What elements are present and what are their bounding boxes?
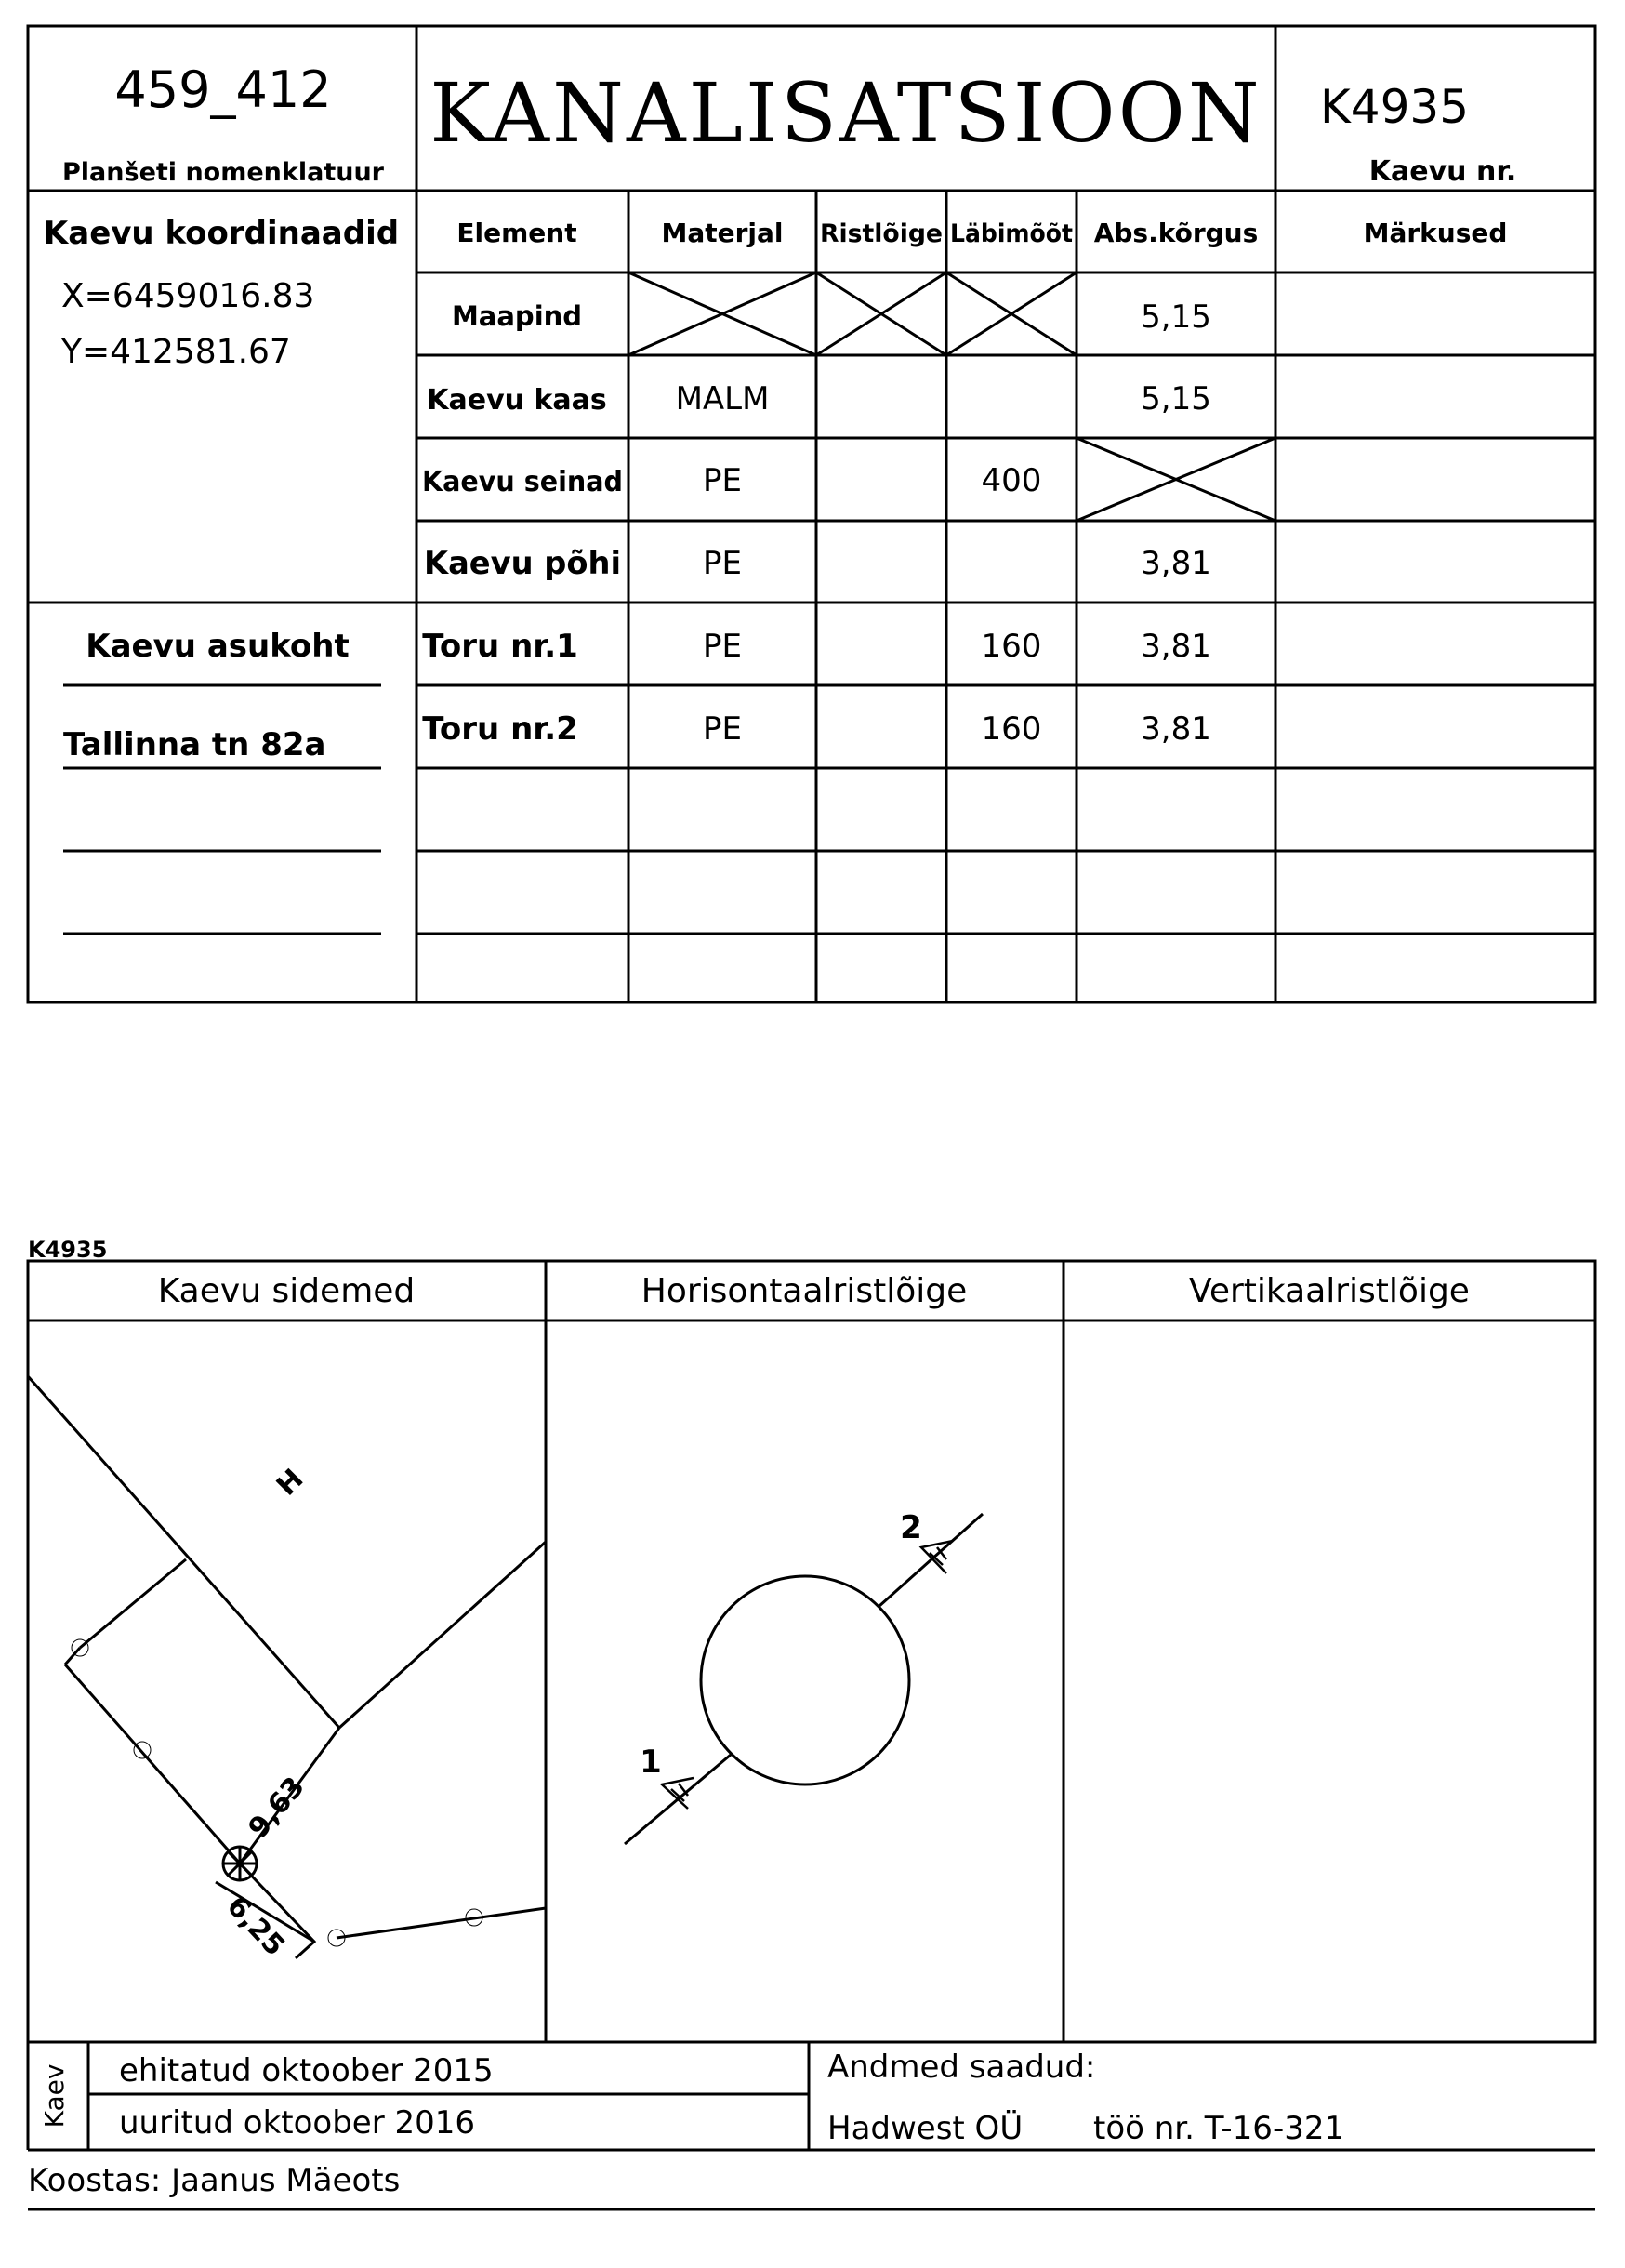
- col-element: Element: [456, 218, 577, 248]
- location-address: Tallinna tn 82a: [63, 726, 326, 763]
- nomenclature-label: Planšeti nomenklatuur: [62, 158, 384, 187]
- coordinates-label: Kaevu koordinaadid: [43, 215, 400, 252]
- na-cross-elevation: [1077, 438, 1275, 521]
- job-number: töö nr. T-16-321: [1093, 2110, 1345, 2147]
- pipe-line: [65, 1665, 240, 1863]
- cell-element: Toru nr.2: [422, 710, 578, 748]
- table-row: [427, 380, 1211, 418]
- footer-side-label: Kaev: [39, 2063, 70, 2129]
- built-date: ehitatud oktoober 2015: [119, 2052, 494, 2089]
- panel-title-horizontal: Horisontaalristlõige: [641, 1272, 968, 1310]
- building-wall-line: [339, 1542, 546, 1728]
- cell-element: Kaevu põhi: [424, 545, 621, 582]
- well-number: K4935: [1320, 80, 1470, 134]
- cell-elevation: 5,15: [1141, 298, 1211, 336]
- data-source-label: Andmed saadud:: [827, 2049, 1096, 2086]
- col-material: Materjal: [661, 218, 784, 248]
- company-name: Hadwest OÜ: [827, 2110, 1024, 2147]
- table-row: [422, 462, 1041, 499]
- cell-diameter: 400: [981, 462, 1042, 499]
- cell-element: Kaevu seinad: [422, 466, 623, 498]
- cell-diameter: 160: [981, 628, 1042, 665]
- na-cross-material: [628, 272, 816, 355]
- cell-elevation: 5,15: [1141, 380, 1211, 418]
- cell-material: PE: [703, 462, 742, 499]
- coordinate-x: X=6459016.83: [61, 277, 315, 315]
- col-cross-section: Ristlõige: [820, 219, 943, 248]
- coordinate-y: Y=412581.67: [61, 333, 291, 371]
- cell-elevation: 3,81: [1141, 710, 1211, 748]
- cell-material: MALM: [675, 380, 770, 418]
- col-elevation: Abs.kõrgus: [1093, 218, 1259, 248]
- page-title: KANALISATSIOON: [429, 65, 1262, 161]
- na-cross-diameter: [946, 272, 1077, 355]
- na-cross-section: [816, 272, 946, 355]
- cell-material: PE: [703, 710, 742, 748]
- manhole-symbol-icon: [223, 1847, 257, 1880]
- pipe-2-label: 2: [900, 1509, 922, 1546]
- dimension-long-label: 9,63: [242, 1771, 311, 1845]
- cell-element: Maapind: [451, 300, 583, 332]
- cell-elevation: 3,81: [1141, 545, 1211, 582]
- author: Koostas: Jaanus Mäeots: [28, 2162, 401, 2199]
- location-label: Kaevu asukoht: [86, 628, 350, 665]
- cell-element: Toru nr.1: [422, 628, 578, 665]
- dimension-short-label: 6,25: [219, 1890, 291, 1963]
- sketch-tag: K4935: [28, 1237, 108, 1263]
- nomenclature-value: 459_412: [114, 60, 332, 119]
- panel-title-vertical: Vertikaalristlõige: [1189, 1272, 1470, 1310]
- cell-diameter: 160: [981, 710, 1042, 748]
- cell-elevation: 3,81: [1141, 628, 1211, 665]
- well-number-label: Kaevu nr.: [1368, 155, 1517, 188]
- manhole-circle: [701, 1576, 909, 1784]
- col-diameter: Läbimõõt: [950, 219, 1074, 248]
- cell-element: Kaevu kaas: [427, 384, 607, 417]
- cell-material: PE: [703, 545, 742, 582]
- col-notes: Märkused: [1363, 218, 1508, 248]
- surveyed-date: uuritud oktoober 2016: [119, 2104, 476, 2142]
- pipe-2-line: [879, 1514, 983, 1606]
- panel-title-ties: Kaevu sidemed: [157, 1272, 416, 1310]
- pipe-line: [337, 1908, 546, 1938]
- building-mark: H: [270, 1463, 310, 1503]
- building-wall-line: [80, 1559, 186, 1648]
- pipe-1-label: 1: [640, 1744, 662, 1781]
- cell-material: PE: [703, 628, 742, 665]
- table-row: [452, 298, 1211, 336]
